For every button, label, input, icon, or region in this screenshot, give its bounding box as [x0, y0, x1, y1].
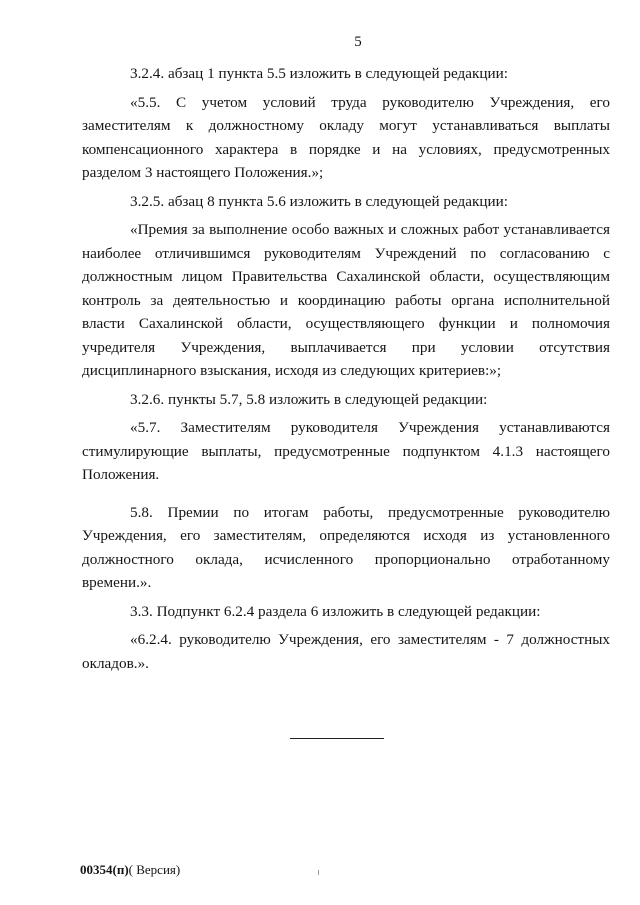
paragraph-3-2-4: 3.2.4. абзац 1 пункта 5.5 изложить в следующей редакции:: [130, 65, 509, 82]
footer-document-code: [80, 862, 180, 878]
paragraph-6-2-4-quote: «6.2.4. руководителю Учреждения, его заместителям - 7 должностных окладов.».: [82, 631, 610, 672]
scan-artifact: [318, 870, 319, 875]
document-body: [82, 62, 610, 680]
paragraph-5-8: 5.8. Премии по итогам работы, предусмотренные руководителю Учреждения, его заместителям, определяются исходя из установленного должностного оклада, исчисленного пропорционально отработанному времени.».: [82, 503, 610, 591]
paragraph-5-5-quote: «5.5. С учетом условий труда руководителю Учреждения, его заместителям к должностному окладу могут устанавливаться выплаты компенсационного характера в порядке и на условиях, предусмотренных разделом 3 настоящего Положения.»;: [82, 93, 610, 181]
paragraph-bonus-quote: «Премия за выполнение особо важных и сложных работ устанавливается наиболее отличившимся руководителям Учреждений по согласованию с должностным лицом Правительства Сахалинской области, осуществляющим контроль за деятельностью и координацию работы органа исполнительной власти Сахалинской области, осуществляющего функции и полномочия учредителя Учреждения, выплачивается при условии отсутствия дисциплинарного взыскания, исходя из следующих критериев:»;: [82, 221, 610, 379]
page-number: 5: [354, 34, 362, 50]
paragraph-3-3: 3.3. Подпункт 6.2.4 раздела 6 изложить в следующей редакции:: [130, 602, 541, 620]
footer-version: ( Версия): [128, 862, 181, 877]
closing-divider: [290, 738, 384, 739]
footer-code: 00354(п): [80, 862, 129, 877]
paragraph-3-2-6: 3.2.6. пункты 5.7, 5.8 изложить в следующей редакции:: [130, 390, 488, 408]
paragraph-3-2-5: 3.2.5. абзац 8 пункта 5.6 изложить в следующей редакции:: [130, 192, 509, 210]
paragraph-5-7-quote: «5.7. Заместителям руководителя Учреждения устанавливаются стимулирующие выплаты, предусмотренные подпунктом 4.1.3 настоящего Положения.: [82, 419, 610, 483]
